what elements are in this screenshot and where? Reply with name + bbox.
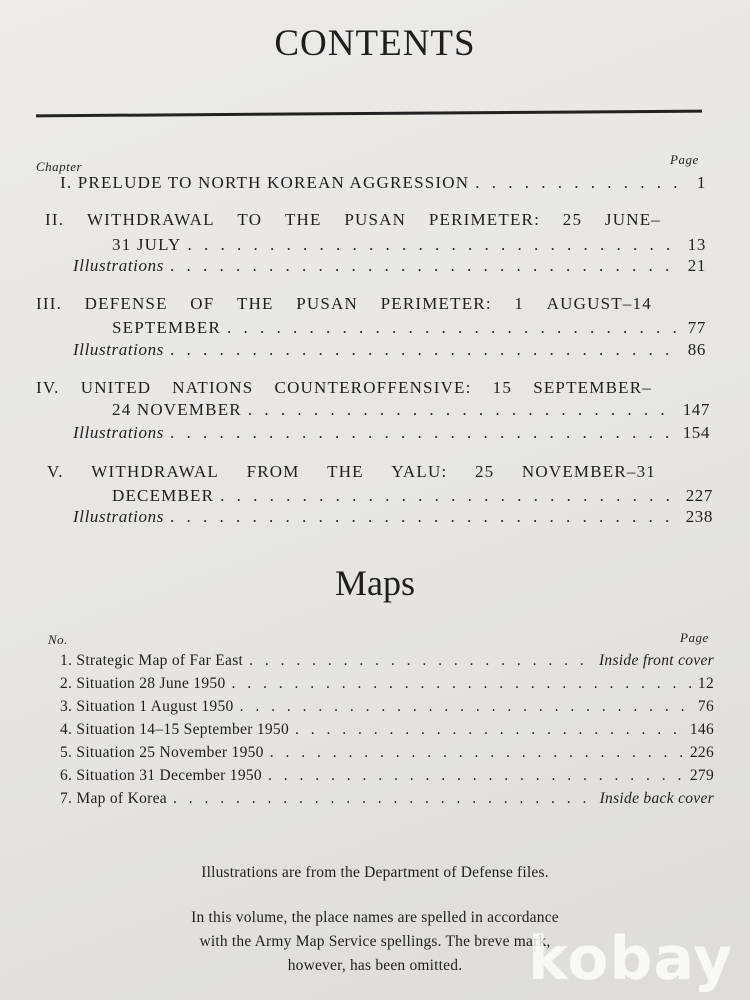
toc-chapter-4-line1[interactable] [36,376,652,400]
title-word: JUNE– [604,210,661,229]
maps-number-header: No. [48,632,68,647]
leader-dots [173,788,594,810]
spelling-note-line-1: In this volume, the place names are spelled in accordance [191,909,559,926]
map-item-5[interactable] [60,742,714,764]
toc-chapter-2-illustrations[interactable] [73,254,706,278]
leader-dots [170,421,677,445]
map-page: 76 [697,698,714,715]
title-word: WITHDRAWAL [91,462,220,481]
maps-page-header: Page [680,630,709,645]
map-page: 146 [689,721,714,738]
map-label: 5. Situation 25 November 1950 [60,744,264,761]
title-word: WITHDRAWAL [86,210,215,229]
illustrations-label: Illustrations [73,423,164,442]
toc-chapter-4-line2[interactable] [112,398,710,422]
title-word: FROM [246,462,300,481]
map-label: 2. Situation 28 June 1950 [60,675,226,692]
title-word: UNITED [80,378,152,397]
title-word: THE [327,462,364,481]
leader-dots [268,765,684,787]
map-label: 3. Situation 1 August 1950 [60,698,234,715]
illustrations-source-note: Illustrations are from the Department of Defense files. [201,864,549,881]
chapter-page: 77 [687,318,706,337]
leader-dots [170,338,682,362]
title-word: TO [237,210,263,229]
map-label: 1. Strategic Map of Far East [60,652,244,669]
chapter-title-cont: DECEMBER [112,486,215,505]
leader-dots [475,171,691,195]
toc-chapter-3-illustrations[interactable] [73,338,706,362]
toc-chapter-3-line2[interactable] [112,316,706,340]
chapter-page: 13 [687,235,706,254]
toc-chapter-4-illustrations[interactable] [73,421,710,445]
spelling-note-line-2: with the Army Map Service spellings. The breve mark, [199,933,551,950]
chapter-page: 1 [696,173,706,192]
title-word: 25 [562,210,583,229]
leader-dots [240,696,692,718]
chapter-title-cont: 24 NOVEMBER [112,400,242,419]
title-word: PUSAN [296,294,358,313]
map-page: Inside back cover [599,790,714,807]
chapter-number: III. [36,294,63,313]
map-item-6[interactable] [60,765,714,787]
toc-chapter-3-line1[interactable] [36,292,652,316]
title-word: OF [190,294,215,313]
title-word: 25 [474,462,495,481]
map-page: 12 [697,675,714,692]
title-word: PUSAN [344,210,407,229]
title-word: YALU: [391,462,448,481]
title-word: AUGUST–14 [546,294,652,313]
title-word: NATIONS [172,378,254,397]
title-word: 1 [514,294,525,313]
illustrations-page: 154 [682,423,710,442]
chapter-number: II. [45,210,65,229]
leader-dots [249,650,593,672]
toc-chapter-5-illustrations[interactable] [73,505,713,529]
chapter-number: IV. [36,378,60,397]
map-label: 4. Situation 14–15 September 1950 [60,721,290,738]
map-item-2[interactable] [60,673,714,695]
map-item-1[interactable] [60,650,714,672]
leader-dots [170,505,680,529]
illustrations-page: 86 [687,340,706,359]
leader-dots [295,719,684,741]
chapter-column-header: Chapter [36,159,83,174]
title-word: THE [284,210,322,229]
maps-section-title: Maps [335,563,415,603]
title-word: THE [237,294,274,313]
title-word: PERIMETER: [380,294,492,313]
title-word: DEFENSE [84,294,168,313]
map-label: 6. Situation 31 December 1950 [60,767,262,784]
leader-dots [170,254,682,278]
illustrations-label: Illustrations [73,507,164,526]
map-page: 279 [689,767,714,784]
illustrations-page: 21 [687,256,706,275]
title-word: COUNTEROFFENSIVE: [274,378,472,397]
leader-dots [248,398,677,422]
page-title: CONTENTS [274,23,476,64]
map-item-4[interactable] [60,719,714,741]
chapter-number: V. [47,462,64,481]
map-label: 7. Map of Korea [60,790,167,807]
map-page: 226 [689,744,714,761]
chapter-page: 227 [685,486,713,505]
illustrations-page: 238 [685,507,713,526]
toc-chapter-1[interactable] [60,171,706,195]
title-word: SEPTEMBER– [533,378,652,397]
chapter-title: PRELUDE TO NORTH KOREAN AGGRESSION [77,173,470,192]
chapter-number: I. [60,173,73,192]
illustrations-label: Illustrations [73,340,164,359]
title-divider [36,110,702,118]
watermark-logo: kobay [528,924,734,994]
illustrations-label: Illustrations [73,256,164,275]
title-word: 15 [492,378,513,397]
leader-dots [270,742,684,764]
map-item-3[interactable] [60,696,714,718]
map-item-7[interactable] [60,788,714,810]
chapter-title-cont: SEPTEMBER [112,318,222,337]
title-word: PERIMETER: [428,210,541,229]
chapter-title-cont: 31 JULY [112,235,182,254]
toc-chapter-5-line1[interactable] [47,460,656,484]
page-column-header: Page [670,152,699,167]
toc-chapter-2-line1[interactable] [45,208,661,232]
title-word: NOVEMBER–31 [521,462,656,481]
spelling-note-line-3: however, has been omitted. [287,957,463,974]
leader-dots [227,316,682,340]
leader-dots [232,673,692,695]
chapter-page: 147 [682,400,710,419]
map-page: Inside front cover [598,652,714,669]
